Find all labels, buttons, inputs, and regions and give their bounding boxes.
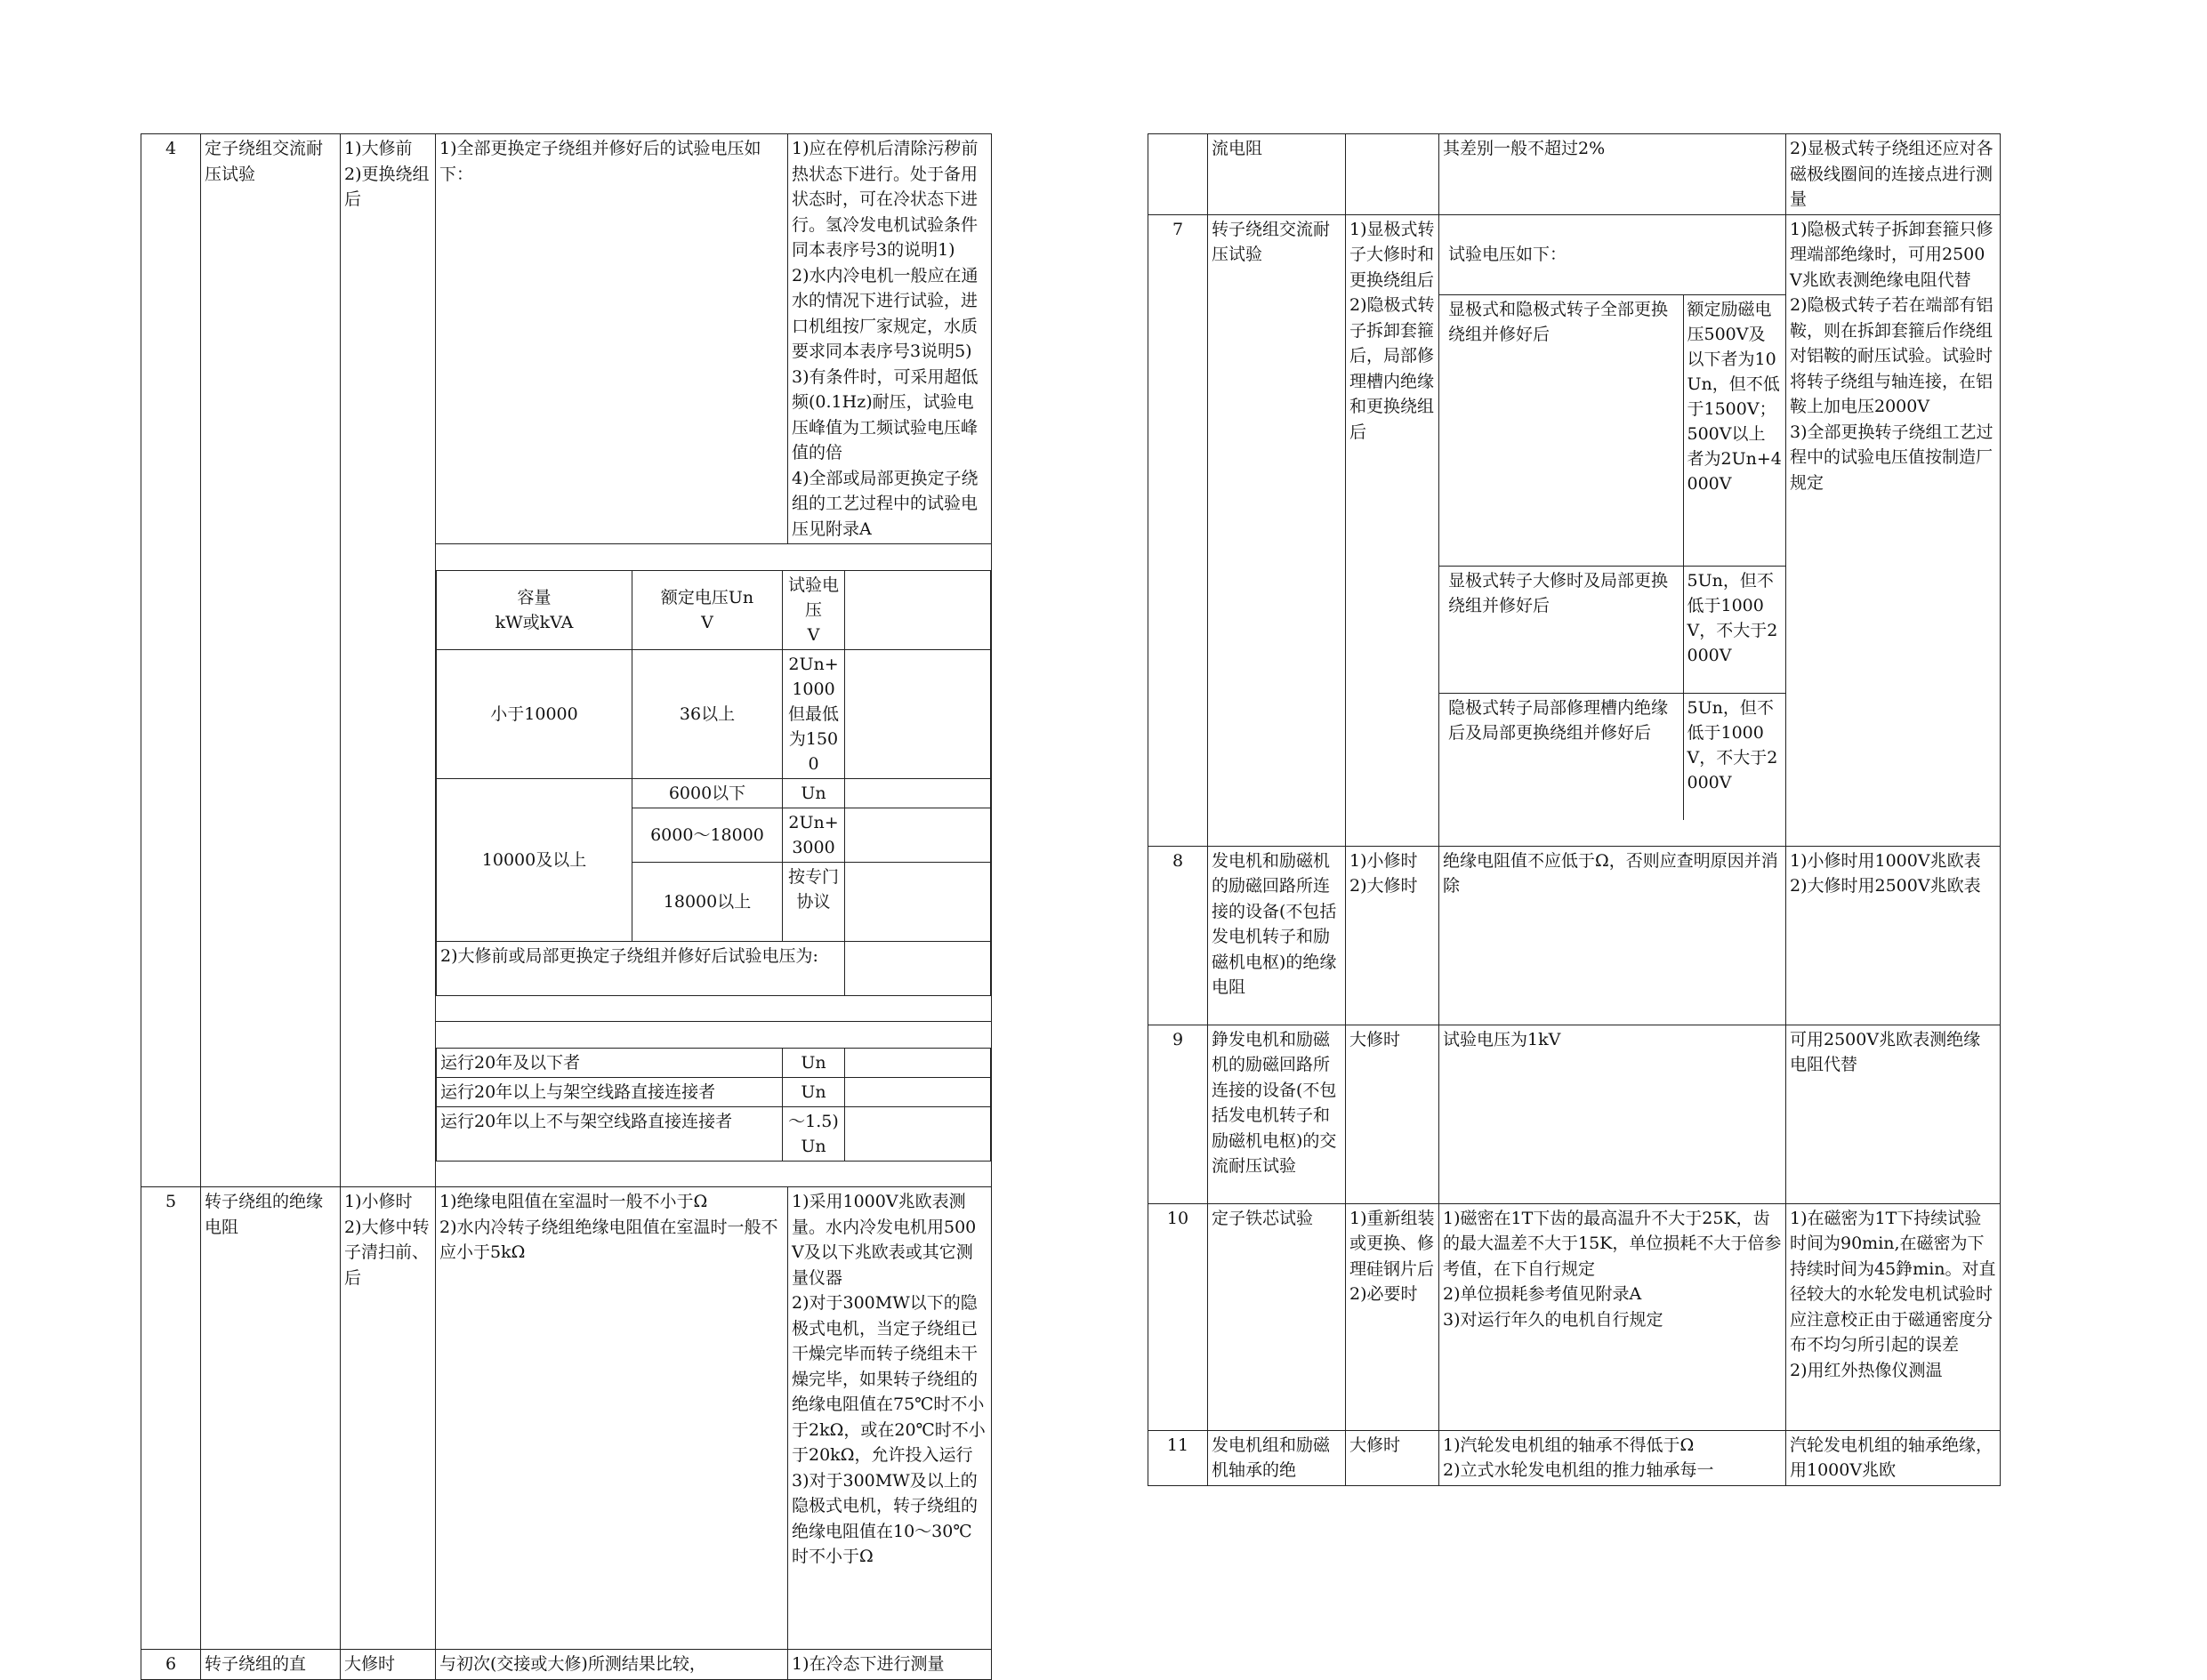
- rated-voltage-cell: 6000～18000: [632, 808, 783, 862]
- service-value: ～1.5)Un: [783, 1106, 845, 1161]
- table-row: [1148, 134, 2001, 215]
- test-period: 1)小修时 2)大修时: [1346, 846, 1439, 1025]
- condition-value: 5Un，但不低于1000V，不大于2000V: [1683, 567, 1785, 694]
- row-number: 11: [1148, 1430, 1208, 1485]
- table-row: [1148, 846, 2001, 1025]
- table-row: [141, 1650, 992, 1680]
- notes-text: 1)在冷态下进行测量: [788, 1650, 992, 1680]
- rotor-voltage-table-cell: [1439, 214, 1786, 846]
- test-item-name: 转子绕组的直: [201, 1650, 341, 1680]
- table-row: [1148, 214, 2001, 846]
- service-value: Un: [783, 1048, 845, 1077]
- test-voltage-cell: Un: [783, 778, 845, 808]
- empty-cell: [845, 1048, 991, 1077]
- test-voltage-table: [436, 570, 991, 996]
- rated-voltage-cell: 36以上: [632, 649, 783, 778]
- test-item-name: 发电机和励磁机的励磁回路所连接的设备(不包括发电机转子和励磁机电枢)的绝缘电阻: [1208, 846, 1346, 1025]
- notes-text: 1)在磁密为1T下持续试验时间为90min,在磁密为下持续时间为45錚min。对直径较大的水轮发电机试验时应注意校正由于磁通密度分布不均匀所引起的误差 2)用红外热像仪测温: [1786, 1203, 2001, 1430]
- row-number: 7: [1148, 214, 1208, 846]
- test-period: 大修时: [341, 1650, 436, 1680]
- col-header-capacity: 容量 kW或kVA: [437, 570, 632, 649]
- table-row: [437, 1077, 991, 1106]
- service-years-table: [436, 1048, 991, 1162]
- test-period: 1)小修时 2)大修中转子清扫前、后: [341, 1187, 436, 1650]
- row-number: 10: [1148, 1203, 1208, 1430]
- service-label: 运行20年以上不与架空线路直接连接者: [437, 1106, 783, 1161]
- col-header-test-voltage: 试验电压 V: [783, 570, 845, 649]
- row-number: 4: [141, 134, 201, 1187]
- rotor-voltage-table: [1439, 294, 1785, 820]
- test-voltage-cell: 按专门协议: [783, 862, 845, 941]
- test-period: 1)重新组装或更换、修理硅钢片后 2)必要时: [1346, 1203, 1439, 1430]
- table-row: [1148, 1025, 2001, 1203]
- service-label: 运行20年以上与架空线路直接连接者: [437, 1077, 783, 1106]
- table-row: [437, 941, 991, 995]
- row-number: 6: [141, 1650, 201, 1680]
- requirement-text: 试验电压为1kV: [1439, 1025, 1786, 1203]
- test-item-name: 定子绕组交流耐压试验: [201, 134, 341, 1187]
- requirement-text: 绝缘电阻值不应低于Ω，否则应查明原因并消除: [1439, 846, 1786, 1025]
- condition-value: 5Un，但不低于1000V，不大于2000V: [1683, 694, 1785, 821]
- test-period: 1)大修前 2)更换绕组后: [341, 134, 436, 1187]
- table-row: [141, 134, 992, 544]
- notes-text: 2)显极式转子绕组还应对各磁极线圈间的连接点进行测量: [1786, 134, 2001, 215]
- row-number: [1148, 134, 1208, 215]
- test-voltage-table-cell: [436, 544, 992, 1022]
- rated-voltage-cell: 6000以下: [632, 778, 783, 808]
- requirement-heading: 试验电压如下：: [1448, 245, 1567, 264]
- test-voltage-cell: 2Un+3000: [783, 808, 845, 862]
- test-item-name: 发电机组和励磁机轴承的绝: [1208, 1430, 1346, 1485]
- condition-label: 显极式和隐极式转子全部更换绕组并修好后: [1439, 295, 1683, 567]
- service-years-table-cell: [436, 1022, 992, 1187]
- requirement-text: 1)汽轮发电机组的轴承不得低于Ω 2)立式水轮发电机组的推力轴承每一: [1439, 1430, 1786, 1485]
- notes-text: 1)应在停机后清除污秽前热状态下进行。处于备用状态时，可在冷状态下进行。氢冷发电机试验条件同本表序号3的说明1) 2)水内冷电机一般应在通水的情况下进行试验，进口机组按厂家规定，水质要求同本表序号3说明5) 3)有条件时，可采用超低频(0.1Hz)耐压，试验电压峰值为工频试验电压峰值的倍 4)全部或局部更换定子绕组的工艺过程中的试验电压见附录A: [788, 134, 992, 544]
- notes-text: 1)隐极式转子拆卸套箍只修理端部绝缘时，可用2500V兆欧表测绝缘电阻代替 2)隐极式转子若在端部有铝鞍，则在拆卸套箍后作绕组对铝鞍的耐压试验。试验时将转子绕组与轴连接，在铝鞍上加电压2000V 3)全部更换转子绕组工艺过程中的试验电压值按制造厂规定: [1786, 214, 2001, 846]
- row-number: 9: [1148, 1025, 1208, 1203]
- notes-text: 汽轮发电机组的轴承绝缘，用1000V兆欧: [1786, 1430, 2001, 1485]
- empty-cell: [845, 570, 991, 649]
- requirement-text: 与初次(交接或大修)所测结果比较，: [436, 1650, 788, 1680]
- requirement-text: 其差别一般不超过2%: [1439, 134, 1786, 215]
- requirement-text: 1)绝缘电阻值在室温时一般不小于Ω 2)水内冷转子绕组绝缘电阻值在室温时一般不应小于5kΩ: [436, 1187, 788, 1650]
- service-label: 运行20年及以下者: [437, 1048, 783, 1077]
- test-item-name: 转子绕组的绝缘电阻: [201, 1187, 341, 1650]
- right-page: [1148, 133, 2000, 1486]
- table-row: [1439, 567, 1785, 694]
- empty-cell: [845, 649, 991, 778]
- condition-label: 显极式转子大修时及局部更换绕组并修好后: [1439, 567, 1683, 694]
- service-value: Un: [783, 1077, 845, 1106]
- notes-text: 1)采用1000V兆欧表测量。水内冷发电机用500V及以下兆欧表或其它测量仪器 2)对于300MW以下的隐极式电机，当定子绕组已干燥完毕而转子绕组未干燥完毕，如果转子绕组的绝缘电阻值在75℃时不小于2kΩ，或在20℃时不小于20kΩ，允许投入运行 3)对于300MW及以上的隐极式电机，转子绕组的绝缘电阻值在10～30℃时不小于Ω: [788, 1187, 992, 1650]
- test-voltage-cell: 2Un+1000但最低为1500: [783, 649, 845, 778]
- table-header-row: [437, 570, 991, 649]
- empty-cell: [845, 941, 991, 995]
- notes-text: 可用2500V兆欧表测绝缘电阻代替: [1786, 1025, 2001, 1203]
- capacity-cell: 10000及以上: [437, 778, 632, 941]
- empty-cell: [845, 778, 991, 808]
- table-row: [1148, 1430, 2001, 1485]
- test-items-table-left: [141, 133, 992, 1680]
- condition-value: 额定励磁电压500V及以下者为10Un，但不低于1500V；500V以上者为2Un+4000V: [1683, 295, 1785, 567]
- test-item-name: 錚发电机和励磁机的励磁回路所连接的设备(不包括发电机转子和励磁机电枢)的交流耐压试验: [1208, 1025, 1346, 1203]
- requirement-text: 1)磁密在1T下齿的最高温升不大于25K，齿的最大温差不大于15K，单位损耗不大于倍参考值，在下自行规定 2)单位损耗参考值见附录A 3)对运行年久的电机自行规定: [1439, 1203, 1786, 1430]
- empty-cell: [845, 1106, 991, 1161]
- empty-cell: [845, 862, 991, 941]
- row-number: 8: [1148, 846, 1208, 1025]
- notes-text: 1)小修时用1000V兆欧表 2)大修时用2500V兆欧表: [1786, 846, 2001, 1025]
- test-period: 大修时: [1346, 1430, 1439, 1485]
- test-period: 1)显极式转子大修时和更换绕组后 2)隐极式转子拆卸套箍后，局部修理槽内绝缘和更换绕组后: [1346, 214, 1439, 846]
- table-row: [437, 1106, 991, 1161]
- empty-cell: [845, 1077, 991, 1106]
- table-row: [1439, 694, 1785, 821]
- test-items-table-right: [1148, 133, 2001, 1486]
- test-period: 大修时: [1346, 1025, 1439, 1203]
- col-header-rated-voltage: 额定电压Un V: [632, 570, 783, 649]
- rated-voltage-cell: 18000以上: [632, 862, 783, 941]
- row-number: 5: [141, 1187, 201, 1650]
- condition-label: 隐极式转子局部修理槽内绝缘后及局部更换绕组并修好后: [1439, 694, 1683, 821]
- left-page: [141, 133, 991, 1680]
- test-item-name: 流电阻: [1208, 134, 1346, 215]
- empty-cell: [845, 808, 991, 862]
- test-item-name: 定子铁芯试验: [1208, 1203, 1346, 1430]
- test-item-name: 转子绕组交流耐压试验: [1208, 214, 1346, 846]
- table-row: [1148, 1203, 2001, 1430]
- table-row: [1439, 295, 1785, 567]
- table-row: [437, 649, 991, 778]
- table-row: [141, 1187, 992, 1650]
- table-row: [437, 1048, 991, 1077]
- table-row: [437, 778, 991, 808]
- requirement-text: 1)全部更换定子绕组并修好后的试验电压如下：: [436, 134, 788, 544]
- requirement-2-heading: 2)大修前或局部更换定子绕组并修好后试验电压为:: [437, 941, 845, 995]
- test-period: [1346, 134, 1439, 215]
- capacity-cell: 小于10000: [437, 649, 632, 778]
